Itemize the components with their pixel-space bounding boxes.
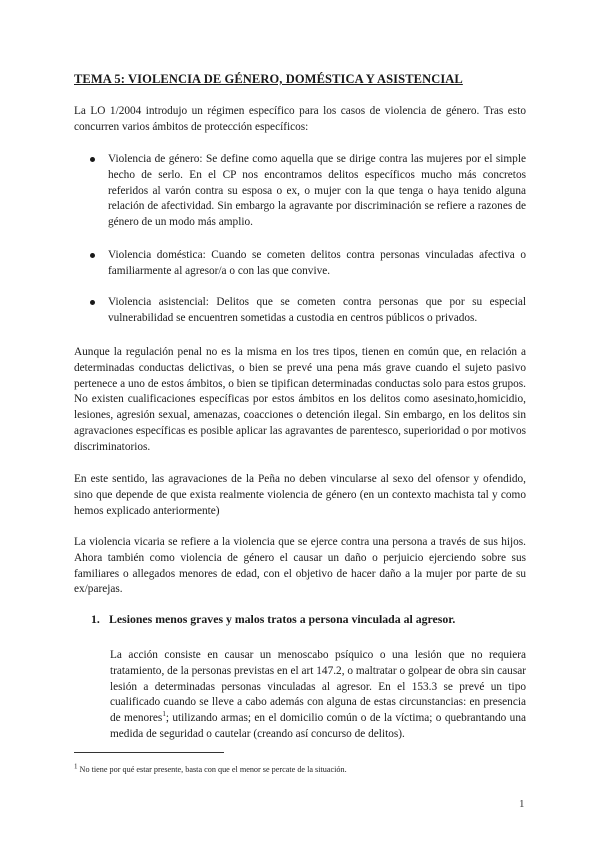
bullet-text: Violencia de género: Se define como aquella que se dirige contra las mujeres por el simple hecho de serlo. En el CP nos encontramos delitos específicos mucho más concretos referidos al varón contra su esposa o ex, o mujer con la que tenga o haya tenido alguna relación de afectividad. Sin embargo la agravante por discriminación se refiere a razones de género de un modo más amplio. <box>108 153 526 229</box>
section-heading <box>91 612 455 627</box>
paragraph-vicarious-violence: La violencia vicaria se refiere a la violencia que se ejerce contra una persona a través de sus hijos. Ahora también como violencia de género el causar un daño o perjuicio ejerciendo sobre sus familiares o allegados menores de edad, con el objetivo de hacer daño a la mujer por parte de su ex/parejas. <box>74 536 526 596</box>
bullet-text: Violencia doméstica: Cuando se cometen delitos contra personas vinculadas afectiva o familiarmente al agresor/a o con las que convive. <box>108 249 526 277</box>
bullet-domestic-violence <box>90 248 526 280</box>
bullet-dot-icon <box>90 300 95 305</box>
page-title: TEMA 5: VIOLENCIA DE GÉNERO, DOMÉSTICA Y ASISTENCIAL <box>74 72 463 86</box>
paragraph-aggravations: En este sentido, las agravaciones de la Peña no deben vincularse al sexo del ofensor y ofendido, sino que depende de que exista realmente violencia de género (en un contexto machista tal y como hemos explicado anteriormente) <box>74 473 526 517</box>
footnote-reference[interactable]: 1 <box>162 710 166 719</box>
section-heading-text: Lesiones menos graves y malos tratos a persona vinculada al agresor. <box>109 612 456 626</box>
page-number: 1 <box>519 798 525 810</box>
bullet-assistance-violence <box>90 295 526 327</box>
section-body <box>110 648 526 743</box>
footnote <box>74 762 347 774</box>
section-body-part1: La acción consiste en causar un menoscabo psíquico o una lesión que no requiera tratamiento, de la personas previstas en el art 147.2, o maltratar o golpear de obra sin causar lesión a determinadas personas vinculadas al agresor. En el 153.3 se prevé un tipo cualificado cuando se lleve a cabo además con alguna de estas circunstancias: en presencia de menores <box>110 649 526 725</box>
section-number: 1. <box>91 612 100 626</box>
paragraph-common-regulation: Aunque la regulación penal no es la misma en los tres tipos, tienen en común que, en relación a determinadas conductas delictivas, o bien se prevé una pena más grave cuando el sujeto pasivo pertenece a uno de estos ámbitos, o bien se tipifican determinadas conductas solo para estos grupos. No existen cualificaciones específicas por estos ámbitos en los delitos como asesinato,homicidio, lesiones, agresión sexual, amenazas, coacciones o detención ilegal. Sin embargo, en los delitos sin agravaciones específicas es posible aplicar las agravantes de parentesco, superioridad o por motivos discriminatorios. <box>74 346 526 453</box>
bullet-dot-icon <box>90 157 95 162</box>
footnote-text: No tiene por qué estar presente, basta con que el menor se percate de la situación. <box>79 765 347 774</box>
footnote-marker: 1 <box>74 762 78 771</box>
footnote-divider <box>74 752 224 753</box>
intro-paragraph: La LO 1/2004 introdujo un régimen específico para los casos de violencia de género. Tras esto concurren varios ámbitos de protección específicos: <box>74 105 526 133</box>
section-body-part2: ; utilizando armas; en el domicilio común o de la víctima; o quebrantando una medida de seguridad o cautelar (creando así concurso de delitos). <box>110 712 526 740</box>
bullet-gender-violence <box>90 152 526 231</box>
bullet-dot-icon <box>90 253 95 258</box>
bullet-text: Violencia asistencial: Delitos que se cometen contra personas que por su especial vulnerabilidad se encuentren sometidas a custodia en centros públicos o privados. <box>108 296 526 324</box>
